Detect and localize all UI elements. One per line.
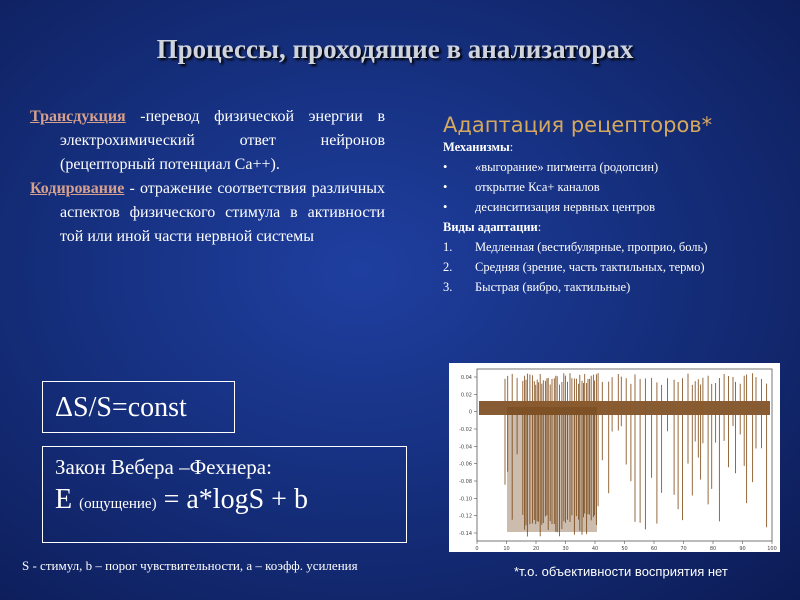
number-marker: 2.	[443, 260, 453, 274]
x-tick-label: 20	[532, 546, 540, 552]
transduction-paragraph	[30, 105, 385, 177]
x-tick-label: 0	[475, 546, 479, 552]
type-text: Медленная (вестибулярные, проприо, боль)	[475, 240, 708, 254]
law-title: Закон Вебера –Фехнера:	[55, 455, 272, 479]
y-tick-label: 0.02	[460, 392, 472, 399]
weber-fechner-law-box	[42, 446, 407, 543]
coding-paragraph	[30, 177, 385, 249]
definitions-text	[30, 105, 385, 249]
type-text: Быстрая (вибро, тактильные)	[475, 280, 631, 294]
objectivity-footnote: *т.о. объективности восприятия нет	[514, 564, 728, 579]
mechanism-text: «выгорание» пигмента (родопсин)	[475, 160, 659, 174]
formula-sensation: (ощущение)	[79, 496, 157, 512]
coding-term: Кодирование	[30, 180, 125, 197]
y-tick-label: -0.08	[459, 479, 472, 485]
y-tick-label: -0.14	[459, 531, 472, 537]
types-label: Виды адаптации	[443, 220, 538, 234]
adaptation-heading: Адаптация рецепторов*	[443, 113, 713, 137]
y-tick-label: 0	[468, 409, 472, 416]
bullet-marker: •	[443, 200, 448, 214]
formula-equation: = a*logS + b	[156, 484, 308, 515]
law-formula	[55, 484, 406, 516]
mechanism-text: десинситизация нервных центров	[475, 200, 656, 214]
mechanisms-label: Механизмы	[443, 140, 510, 154]
types-label-row	[443, 217, 800, 237]
x-tick-label: 50	[621, 546, 628, 552]
mechanism-item	[443, 177, 800, 197]
type-item	[443, 257, 800, 277]
types-colon: :	[537, 220, 542, 234]
x-tick-label: 80	[709, 546, 717, 552]
slide-title: Процессы, проходящие в анализаторах	[156, 34, 634, 64]
formula-legend: S - стимул, b – порог чувствительности, a – коэфф. усиления	[22, 558, 358, 573]
x-tick-label: 90	[739, 546, 746, 552]
y-tick-label: -0.12	[459, 513, 472, 520]
x-tick-label: 60	[650, 546, 658, 552]
type-item	[443, 237, 800, 257]
bullet-marker: •	[443, 160, 448, 174]
bullet-marker: •	[443, 180, 448, 194]
mechanisms-label-row	[443, 137, 800, 157]
formula-e: E	[55, 484, 80, 515]
x-tick-label: 40	[591, 546, 599, 552]
number-marker: 3.	[443, 280, 453, 294]
mechanism-text: открытие Кса+ каналов	[475, 180, 600, 194]
adaptation-block	[443, 113, 800, 297]
y-tick-label: 0.04	[460, 375, 472, 381]
spike-trace-plot	[449, 363, 780, 552]
type-text: Средняя (зрение, часть тактильных, термо)	[475, 260, 705, 274]
y-tick-label: -0.02	[459, 427, 472, 433]
type-item	[443, 277, 800, 297]
mechanism-item	[443, 197, 800, 217]
weber-formula-box: ΔS/S=const	[42, 381, 235, 433]
y-tick-label: -0.06	[459, 461, 472, 468]
y-tick-label: -0.10	[459, 496, 472, 503]
y-tick-label: -0.04	[459, 444, 472, 451]
transduction-term: Трансдукция	[30, 108, 126, 125]
mechanism-item	[443, 157, 800, 177]
x-tick-label: 30	[562, 546, 569, 552]
number-marker: 1.	[443, 240, 453, 254]
dense-burst-shading	[507, 407, 597, 532]
transduction-definition: -перевод физической энергии в электрохимический ответ нейронов (рецепторный потенциал Са++).	[60, 108, 385, 173]
x-tick-label: 10	[503, 546, 510, 552]
mechanisms-colon: :	[509, 140, 514, 154]
x-tick-label: 100	[767, 546, 777, 552]
mechanisms-section	[443, 137, 800, 297]
neural-recording-image	[449, 363, 780, 552]
coding-definition: - отражение соответствия различных аспектов физического стимула в активности той или иной части нервной системы	[60, 180, 385, 245]
x-tick-label: 70	[680, 546, 687, 552]
